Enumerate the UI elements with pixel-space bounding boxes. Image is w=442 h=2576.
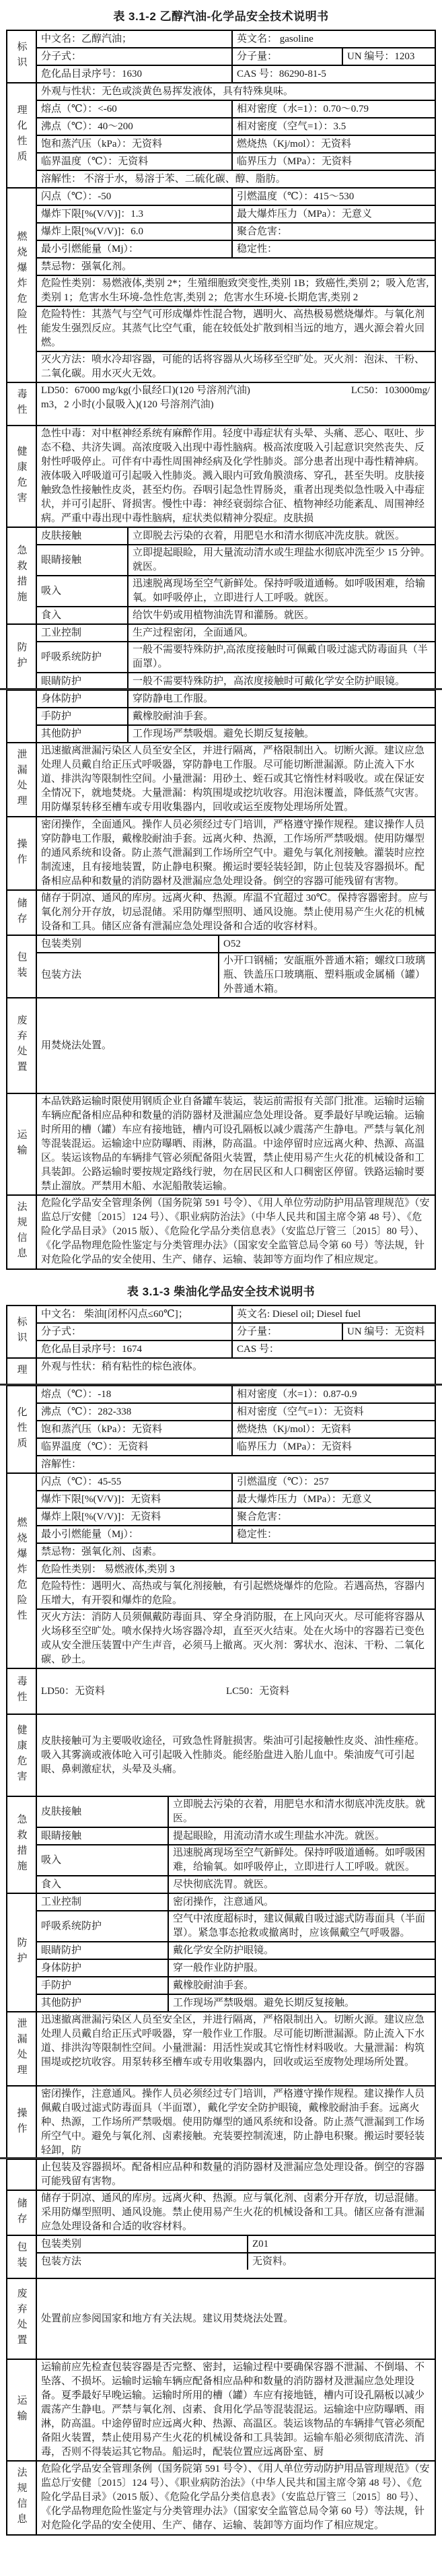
field-cell: 提起眼睑，用流动清水或生理盐水冲洗。就医。 — [168, 1828, 435, 1844]
field-cell: 饱和蒸汽压（kPa）：无资料 — [41, 1423, 163, 1435]
section — [7, 2235, 435, 2278]
field-cell: 一般不需要特殊防护，高浓度接触时可戴化学安全防护眼镜。 — [127, 673, 435, 689]
section-label: 包装 — [7, 2236, 37, 2278]
field-cell: 相对密度（空气=1）：无资料 — [231, 1404, 435, 1420]
table-row — [37, 1894, 435, 1910]
field-cell: 小开口钢桶；安瓿瓶外普通木箱；螺纹口玻璃瓶、铁盖压口玻璃瓶、塑料瓶或金属桶（罐）外普通木箱。 — [218, 953, 435, 997]
table-row — [37, 2360, 435, 2460]
section — [7, 1796, 435, 1893]
field-cell: 禁忌物：强氧化剂、卤素。 — [41, 1546, 163, 1557]
table-row — [37, 998, 435, 1093]
table-row — [37, 1669, 435, 1714]
section-label: 泄漏处理 — [7, 743, 37, 816]
section-label: 理 — [7, 1359, 37, 1385]
field-cell: 临界温度（℃）：无资料 — [41, 1441, 149, 1452]
section-label: 包装 — [7, 936, 37, 997]
field-cell: 危化品目录序号：1630 — [41, 68, 143, 79]
table-row — [37, 2252, 435, 2270]
table-row — [37, 891, 435, 935]
field-cell: 中文名： 柴油[闭杯闪点≤60℃]； — [41, 1308, 188, 1320]
section — [7, 187, 435, 382]
field-cell: 引燃温度（℃）：257 — [231, 1474, 435, 1490]
field-cell: 英文名： gasoline — [231, 31, 435, 47]
field-cell: 最小引燃能量（Mj）： — [41, 1528, 139, 1540]
field-cell: 灭火方法：消防人员须佩戴防毒面具、穿全身消防服，在上风向灭火。尽可能将容器从火场移至空旷处。喷水保持火场容器冷却，直至灭火结束。处在火场中的容器若已变色或从安全泄压装置中产生声音，必须马上撤离。灭火剂：雾状水、泡沫、干粉、二氧化碳、砂土。 — [41, 1612, 425, 1665]
table-row — [37, 1715, 435, 1796]
field-cell: 饱和蒸汽压（kPa）：无资料 — [41, 138, 163, 149]
field-cell: LD50：无资料 LC50：无资料 — [41, 1685, 290, 1697]
field-cell: 爆炸上限[%(V/V)]：6.0 — [41, 226, 144, 237]
table-row — [37, 1455, 435, 1472]
field-cell: 燃烧热（Kj/mol）：无资料 — [231, 1421, 435, 1437]
table-row — [37, 306, 435, 351]
field-cell: 临界压力（MPa）：无资料 — [231, 1439, 435, 1455]
field-cell: CAS 号：86290-81-5 — [231, 66, 435, 82]
page-break-line — [0, 688, 442, 690]
section-label: 法规信息 — [7, 2462, 37, 2534]
field-cell: 聚合危害： — [231, 224, 435, 240]
table-row — [37, 1560, 435, 1578]
field-cell: 呼吸系统防护 — [41, 1920, 102, 1932]
section — [7, 742, 435, 816]
field-cell: 皮肤接触可为主要吸收途径，可致急性肾脏损害。柴油可引起接触性皮炎、油性痤疮。吸入其雾滴或液体呛入可引起吸入性肺炎。能经胎盘进入胎儿血中。柴油废气可引起眼、鼻刺激症状，头晕及头痛。 — [41, 1735, 425, 1775]
section-label: 健康危害 — [7, 1715, 37, 1796]
field-cell: 危险性类别：易燃液体,类别 2*；生殖细胞致突变性,类别 1B；致癌性,类别 2；吸入危害,类别 1；危害水生环境-急性危害,类别 2；危害水生环境-长期危害,类别 2 — [41, 278, 429, 303]
table-row — [37, 152, 435, 170]
field-cell: 迅速撤离泄漏污染区人员至安全区，并进行隔离，严格限制出入。切断火源。建议应急处理人员戴自给正压式呼吸器，穿防静电工作服。尽可能切断泄漏源。防止流入下水道、排洪沟等限制性空间。小量泄漏：用砂土、蛭石或其它惰性材料吸收。或在保证安全情况下，就地焚烧。大量泄漏：构筑围堤或挖坑收容。用泡沫覆盖，降低蒸气灾害。用防爆泵转移至槽车或专用收集器内，回收或运至废物处理场所处置。 — [41, 745, 425, 813]
table-row — [37, 170, 435, 187]
table-row — [37, 1959, 435, 1976]
table-row — [37, 575, 435, 606]
field-cell: 身体防护 — [41, 1962, 82, 1973]
field-cell: 危险特性：遇明火、高热或与氧化剂接触，有引起燃烧爆炸的危险。若遇高热，容器内压增大，有开裂和爆炸的危险。 — [41, 1581, 425, 1606]
field-cell: LD50：67000 mg/kg(小鼠经口)(120 号溶剂汽油) LC50：103000mg/m3，2 小时(小鼠吸入)(120 号溶剂汽油) — [41, 385, 431, 410]
field-cell: 运输前应先检查包装容器是否完整、密封，运输过程中要确保容器不泄漏、不倒塌、不坠落、不损坏。运输时运输车辆应配备相应品种和数量的消防器材及泄漏应急处理设备。夏季最好早晚运输。运输时所用的槽（罐）车应有接地链，槽内可设孔隔板以减少震荡产生静电。严禁与氧化剂、卤素、食用化学品等混装混运。运输途中应防曝晒、雨淋，防高温。中途停留时应远离火种、热源、高温区。装运该物品的车辆排气管必须配备阻火装置，禁止使用易产生火花的机械设备和工具装卸。运输车船必须彻底清洗、消毒，否则不得装运其它物品。船运时，配装位置应远离卧室、厨 — [41, 2362, 425, 2458]
table-row — [37, 952, 435, 997]
table-row — [37, 1359, 435, 1375]
field-cell: 闪点（℃）：-50 — [41, 191, 112, 202]
field-cell: 工作现场严禁吸烟。避免长期反复接触。 — [168, 1995, 435, 2011]
section — [7, 1385, 435, 1472]
table-row — [37, 936, 435, 952]
field-cell: 空气中浓度超标时，建议佩戴自吸过滤式防毒面具（半面罩）。紧急事态抢救或撤离时，应该佩戴空气呼吸器。 — [168, 1911, 435, 1941]
field-cell: 沸点（℃）：282-338 — [41, 1406, 132, 1417]
table-row — [37, 240, 435, 257]
field-cell: 分子式： — [41, 50, 82, 62]
field-cell: 工业控制 — [41, 1896, 82, 1907]
field-cell: 中文名：乙醇汽油； — [41, 33, 133, 44]
field-cell: 迅速脱离现场至空气新鲜处。保持呼吸道通畅。如呼吸困难，给输氧。如呼吸停止，立即进行人工呼吸。就医。 — [168, 1845, 435, 1875]
field-cell: 本品铁路运输时限使用钢质企业自备罐车装运，装运前需报有关部门批准。运输时运输车辆应配备相应品种和数量的消防器材及泄漏应急处理设备。夏季最好早晚运输。运输时所用的槽（罐）车应有接地链，槽内可设孔隔板以减少震荡产生静电。严禁与氧化剂等混装混运。运输途中应防曝晒、雨淋，防高温。中途停留时应远离火种、热源、高温区。装运该物品的车辆排气管必须配备阻火装置，禁止使用易产生火花的机械设备和工具装卸。公路运输时要按规定路线行驶，勿在居民区和人口稠密区停留。铁路运输时要禁止溜放。严禁用木船、水泥船散装运输。 — [41, 1096, 425, 1192]
section — [7, 935, 435, 997]
table-row — [37, 275, 435, 306]
table-row — [37, 1420, 435, 1437]
table-row — [37, 1941, 435, 1959]
field-cell: 戴橡胶耐油手套。 — [127, 708, 435, 724]
section — [7, 2460, 435, 2534]
table-row — [37, 2160, 435, 2190]
section — [7, 1714, 435, 1796]
table1-title: 表 3.1-2 乙醇汽油-化学品安全技术说明书 — [113, 10, 329, 23]
field-cell: 沸点（℃）：40～200 — [41, 121, 133, 132]
field-cell: 熔点（℃）：<-60 — [41, 103, 117, 114]
section-label: 防护 — [7, 1894, 37, 2011]
field-cell: 危险特性：其蒸气与空气可形成爆炸性混合物，遇明火、高热极易燃烧爆炸。与氧化剂能发生强烈反应。其蒸气比空气重，能在较低处扩散到相当远的地方，遇火源会着火回燃。 — [41, 309, 425, 348]
section-label: 防护 — [7, 625, 37, 689]
section-label — [7, 691, 37, 742]
section — [7, 2085, 435, 2159]
field-cell: 外观与性状：稍有粘性的棕色液体。 — [41, 1361, 203, 1372]
section — [7, 1357, 435, 1385]
section — [7, 689, 435, 742]
section-label: 毒性 — [7, 383, 37, 425]
field-cell: 溶解性： 不溶于水，易溶于苯、二硫化碳、醇、脂肪。 — [41, 173, 286, 184]
field-cell: 迅速撤离泄漏污染区人员至安全区，并进行隔离，严格限制出入。切断火源。建议应急处理人员戴自给正压式呼吸器，穿一般作业工作服。尽可能切断泄漏源。防止流入下水道、排洪沟等限制性空间。小量泄漏：用活性炭或其它惰性材料吸收。大量泄漏：构筑围堤或挖坑收容。用泵转移至槽车或专用收集器内，回收或运至废物处理场所处置。 — [41, 2014, 425, 2068]
field-cell: 包装类别 — [41, 938, 82, 949]
table-row — [37, 65, 435, 82]
section — [7, 1194, 435, 1268]
table-row — [37, 257, 435, 275]
field-cell: 包装方法 — [41, 970, 82, 980]
field-cell: 皮肤接触 — [41, 1806, 82, 1817]
field-cell: 吸入 — [41, 1854, 62, 1866]
table-row — [37, 383, 435, 413]
section-label: 泄漏处理 — [7, 2012, 37, 2085]
table-row — [37, 1340, 435, 1357]
table-row — [37, 117, 435, 135]
table-row — [37, 83, 435, 100]
field-cell: 相对密度（水=1）：0.70～0.79 — [231, 101, 435, 117]
field-cell: 食入 — [41, 609, 62, 621]
section-label — [7, 2160, 37, 2190]
table-row — [37, 2012, 435, 2070]
field-cell: 无资料。 — [247, 2253, 435, 2270]
field-cell: 密闭操作，注意通风。操作人员必须经过专门培训，严格遵守操作规程。建议操作人员佩戴自吸过滤式防毒面具（半面罩），戴化学安全防护眼镜，戴橡胶耐油手套。远离火种、热源，工作场所严禁吸烟。使用防爆型的通风系统和设备。防止蒸气泄漏到工作场所空气中。避免与氧化剂、卤素接触。充装要控制流速，防止静电积聚。搬运时要轻装轻卸，防 — [41, 2089, 425, 2156]
field-cell: 生产过程密闭，全面通风。 — [127, 625, 435, 641]
table-row — [37, 1844, 435, 1875]
table-row — [37, 691, 435, 707]
section-label: 理化性质 — [7, 83, 37, 187]
field-cell: 危险化学品安全管理条例（国务院第 591 号令）、《用人单位劳动防护用品管理规范》（安监总厅安健〔2015〕124 号）、《职业病防治法》（中华人民共和国主席令第 48 号）、《危险化学品目录》（2015 版）、《危险化学品分类信息表》（安监总厅管三〔2015〕80 号）、《化学品物理危险性鉴定与分类管理办法》（国家安全监管总局令第 60 号）等法规，针对危险化学品的安全使用、生产、储存、运输、装卸等方面均作了相应规定。 — [41, 1198, 430, 1265]
table-row — [37, 1474, 435, 1490]
field-cell: 灭火方法：喷水冷却容器，可能的话将容器从火场移至空旷处。灭火剂：泡沫、干粉、二氧化碳。用水灭火无效。 — [41, 354, 425, 379]
field-cell: 眼睛接触 — [41, 1830, 82, 1841]
table-row — [37, 1490, 435, 1507]
table-row — [37, 641, 435, 672]
section — [7, 82, 435, 187]
field-cell: 爆炸下限[%(V/V)]：1.3 — [41, 208, 144, 219]
field-cell: Z01 — [247, 2236, 435, 2252]
table-row — [37, 2191, 435, 2235]
table-row — [37, 351, 435, 382]
field-cell: 稳定性： — [231, 241, 435, 257]
table-row — [37, 817, 435, 889]
table-row — [37, 1437, 435, 1455]
field-cell: 禁忌物：强氧化剂。 — [41, 261, 133, 272]
field-cell: 最小引燃能量（Mj）： — [41, 243, 139, 255]
section — [7, 1472, 435, 1668]
field-cell: 呼吸系统防护 — [41, 651, 102, 663]
table-row — [37, 1875, 435, 1893]
field-cell: 处置前应参阅国家和地方有关法规。建议用焚烧法处置。 — [41, 2313, 294, 2324]
field-cell: 眼睛防护 — [41, 1944, 82, 1956]
field-cell: 危化品目录序号：1674 — [41, 1343, 143, 1355]
field-cell: O52 — [218, 936, 435, 952]
table-row — [37, 1578, 435, 1608]
field-cell: 燃烧热（Kj/mol）：无资料 — [231, 136, 435, 152]
field-cell: 分子量： — [231, 48, 342, 65]
field-cell: 分子式： — [41, 1326, 82, 1337]
field-cell: 爆炸上限[%(V/V)]：无资料 — [41, 1511, 161, 1522]
field-cell: 相对密度（水=1）：0.87-0.9 — [231, 1386, 435, 1402]
field-cell: UN 编号：1203 — [342, 48, 435, 65]
section-label: 标识 — [7, 31, 37, 82]
field-cell: 给饮牛奶或用植物油洗胃和灌肠。就医。 — [127, 607, 435, 623]
section-label: 废弃处置 — [7, 2279, 37, 2359]
field-cell: 最大爆炸压力（MPa）：无意义 — [231, 1491, 435, 1507]
field-cell: 戴橡胶耐油手套。 — [168, 1977, 435, 1994]
section-label: 健康危害 — [7, 426, 37, 527]
field-cell: UN 编号：无资料 — [342, 1324, 435, 1340]
table-row — [37, 1976, 435, 1994]
field-cell: 工作现场严禁吸烟。避免长期反复接触。 — [127, 726, 435, 742]
field-cell: 引燃温度（℃）：415～530 — [231, 189, 435, 205]
table-row — [37, 2236, 435, 2252]
field-cell: 临界温度（℃）：无资料 — [41, 156, 149, 167]
field-cell: 熔点（℃）：-18 — [41, 1388, 112, 1400]
section-label: 燃烧爆炸危险性 — [7, 189, 37, 382]
field-cell: 用焚烧法处置。 — [41, 1040, 112, 1051]
section — [7, 31, 435, 82]
field-cell: 储存于阴凉、通风的库房。远离火种、热源。库温不宜超过 30℃。保持容器密封。应与氧化剂分开存放，切忌混储。采用防爆型照明、通风设施。禁止使用易产生火花的机械设备和工具。储区应备有泄漏应急处理设备和合适的收容材料。 — [41, 893, 429, 932]
field-cell: 眼睛接触 — [41, 554, 82, 566]
table-row — [37, 1994, 435, 2011]
field-cell: 眼睛防护 — [41, 675, 82, 687]
table-row — [37, 426, 435, 527]
table-row — [37, 31, 435, 47]
field-cell: 英文名: Diesel oil; Diesel fuel — [231, 1306, 435, 1322]
table-row — [37, 100, 435, 117]
field-cell: 密闭操作，全面通风。操作人员必须经过专门培训，严格遵守操作规程。建议操作人员穿防静电工作服，戴橡胶耐油手套。远离火种、热源，工作场所严禁吸烟。使用防爆型的通风系统和设备。防止蒸气泄漏到工作场所空气中。避免与氧化剂接触。灌装时应控制流速，且有接地装置，防止静电积聚。搬运时要轻装轻卸，防止包装及容器损坏。配备相应品种和数量的消防器材及泄漏应急处理设备。倒空的容器可能残留有害物。 — [41, 819, 425, 887]
field-cell: 最大爆炸压力（MPa）：无意义 — [231, 206, 435, 222]
section — [7, 527, 435, 623]
section — [7, 425, 435, 527]
section-label: 储存 — [7, 2191, 37, 2235]
section-label: 运输 — [7, 2360, 37, 2460]
section — [7, 1093, 435, 1194]
table-row — [37, 743, 435, 815]
table-row — [37, 1525, 435, 1543]
field-cell: 稳定性： — [231, 1526, 435, 1543]
field-cell: 立即提起眼睑，用大量流动清水或生理盐水彻底冲洗至少 15 分钟。就医。 — [127, 545, 435, 575]
page-break-line — [0, 1384, 442, 1386]
section-label: 标识 — [7, 1306, 37, 1357]
section — [7, 2190, 435, 2235]
field-cell: 密闭操作，注意通风。 — [168, 1894, 435, 1910]
section-label: 操作 — [7, 2087, 37, 2159]
section-label: 储存 — [7, 891, 37, 935]
section — [7, 623, 435, 689]
section — [7, 997, 435, 1093]
table-row — [37, 606, 435, 623]
table-row — [37, 2279, 435, 2359]
table-row — [37, 1094, 435, 1194]
field-cell: 一般不需要特殊防护,高浓度接触时可佩戴自吸过滤式防毒面具（半面罩）。 — [127, 642, 435, 672]
table-row — [37, 1910, 435, 1941]
field-cell: 包装类别 — [41, 2238, 82, 2249]
table-row — [37, 625, 435, 641]
table2-title: 表 3.1-3 柴油化学品安全技术说明书 — [126, 1285, 316, 1298]
section-label: 急救措施 — [7, 528, 37, 623]
field-cell: 食入 — [41, 1878, 62, 1890]
section — [7, 2159, 435, 2190]
table-row — [37, 1507, 435, 1525]
table-row — [37, 1306, 435, 1322]
field-cell: 其他防护 — [41, 728, 82, 739]
field-cell: 戴化学安全防护眼镜。 — [168, 1942, 435, 1959]
field-cell: 分子量： — [231, 1324, 342, 1340]
field-cell: 穿一般作业防护服。 — [168, 1960, 435, 1976]
section — [7, 889, 435, 935]
table-row — [37, 1827, 435, 1844]
field-cell: CAS 号： — [231, 1341, 435, 1357]
section — [7, 816, 435, 889]
field-cell: 聚合危害： — [231, 1509, 435, 1525]
table-row — [37, 724, 435, 742]
field-cell: 立即脱去污染的衣着，用肥皂水和清水彻底冲洗皮肤。就医。 — [168, 1797, 435, 1827]
section — [7, 2278, 435, 2359]
table-row — [37, 528, 435, 544]
section-label: 废弃处置 — [7, 998, 37, 1093]
field-cell: 闪点（℃）：45-55 — [41, 1476, 122, 1487]
section-label: 法规信息 — [7, 1196, 37, 1268]
section — [7, 1893, 435, 2011]
field-cell: 包装方法 — [41, 2256, 82, 2267]
table-row — [37, 1608, 435, 1668]
table-row — [37, 2462, 435, 2534]
field-cell: 手防护 — [41, 1979, 72, 1991]
table-row — [37, 707, 435, 724]
field-cell: 手防护 — [41, 710, 72, 722]
table-row — [37, 135, 435, 152]
field-cell: 储存于阴凉、通风的库房。远离火种、热源。应与氧化剂、卤素分开存放，切忌混储。采用防爆型照明、通风设施。禁止使用易产生火花的机械设备和工具。储区应备有泄漏应急处理设备和合适的收容材料。 — [41, 2193, 425, 2232]
field-cell: 工业控制 — [41, 627, 82, 638]
field-cell: 相对密度（空气=1）：3.5 — [231, 118, 435, 135]
table-row — [37, 2087, 435, 2159]
table-row — [37, 189, 435, 205]
section-label: 毒性 — [7, 1669, 37, 1714]
table-row — [37, 1386, 435, 1402]
field-cell: 穿防静电工作服。 — [127, 691, 435, 707]
table-row — [37, 1196, 435, 1268]
field-cell: 皮肤接触 — [41, 530, 82, 541]
section-label: 化性质 — [7, 1386, 37, 1472]
field-cell: 危险化学品安全管理条例（国务院第 591 号令）、《用人单位劳动防护用品管理规范》（安监总厅安健〔2015〕124 号）、《职业病防治法》（中华人民共和国主席令第 48 号）、《危险化学品目录》（2015 版）、《危险化学品分类信息表》（安监总厅管三〔2015〕80 号）、《化学品物理危险性鉴定与分类管理办法》（国家安全监管总局令第 60 号）等法规，针对危险化学品的安全使用、生产、储存、运输、装卸等方面均作了相应规定。 — [41, 2464, 430, 2531]
msds-table-diesel — [6, 1305, 436, 2536]
table-row — [37, 544, 435, 575]
field-cell: 迅速脱离现场至空气新鲜处。保持呼吸道通畅。如呼吸困难，给输氧。如呼吸停止，立即进行人工呼吸。就医。 — [127, 576, 435, 606]
section — [7, 1306, 435, 1357]
field-cell: 危险性类别： 易燃液体,类别 3 — [41, 1563, 175, 1575]
field-cell: 吸入 — [41, 585, 62, 597]
field-cell: 止包装及容器损坏。配备相应品种和数量的消防器材及泄漏应急处理设备。倒空的容器可能残留有害物。 — [41, 2162, 425, 2187]
field-cell: 身体防护 — [41, 693, 82, 704]
section-label: 燃烧爆炸危险性 — [7, 1474, 37, 1668]
table-row — [37, 672, 435, 689]
table-row — [37, 1797, 435, 1827]
section-label: 运输 — [7, 1094, 37, 1194]
field-cell: 爆炸下限[%(V/V)]：无资料 — [41, 1493, 161, 1505]
page-break-line — [0, 2157, 442, 2159]
field-cell: 尽快彻底洗胃。就医。 — [168, 1876, 435, 1893]
table-row — [37, 222, 435, 240]
table-row — [37, 47, 435, 65]
field-cell: 急性中毒：对中枢神经系统有麻醉作用。轻度中毒症状有头晕、头痛、恶心、呕吐、步态不稳、共济失调。高浓度吸入出现中毒性脑病。极高浓度吸入引起意识突然丧失、反射性呼吸停止。可伴有中毒性周围神经病及化学性肺炎。部分患者出现中毒性精神病。液体吸入呼吸道可引起吸入性肺炎。溅入眼内可致角膜溃疡、穿孔，甚至失明。皮肤接触致急性接触性皮炎，甚至灼伤。吞咽引起急性胃肠炎，重者出现类似急性吸入中毒症状，并可引起肝、肾损害。慢性中毒：神经衰弱综合征、植物神经功能紊乱、周围神经病。严重中毒出现中毒性脑病，症状类似精神分裂症。皮肤损 — [41, 428, 425, 524]
msds-table-ethanol-gasoline — [6, 30, 436, 1270]
section — [7, 2359, 435, 2460]
field-cell: 其他防护 — [41, 1997, 82, 2008]
section-label: 操作 — [7, 817, 37, 889]
section — [7, 382, 435, 425]
field-cell: 溶解性： — [41, 1458, 82, 1470]
table-row — [37, 1402, 435, 1420]
table-row — [37, 1322, 435, 1340]
section-label: 急救措施 — [7, 1797, 37, 1893]
table-row — [37, 205, 435, 222]
field-cell: 立即脱去污染的衣着，用肥皂水和清水彻底冲洗皮肤。就医。 — [127, 528, 435, 544]
section — [7, 2011, 435, 2085]
table-row — [37, 1543, 435, 1560]
section — [7, 1668, 435, 1714]
field-cell: 外观与性状：无色或淡黄色易挥发液体，具有特殊臭味。 — [41, 86, 294, 97]
field-cell: 临界压力（MPa）：无资料 — [231, 154, 435, 170]
